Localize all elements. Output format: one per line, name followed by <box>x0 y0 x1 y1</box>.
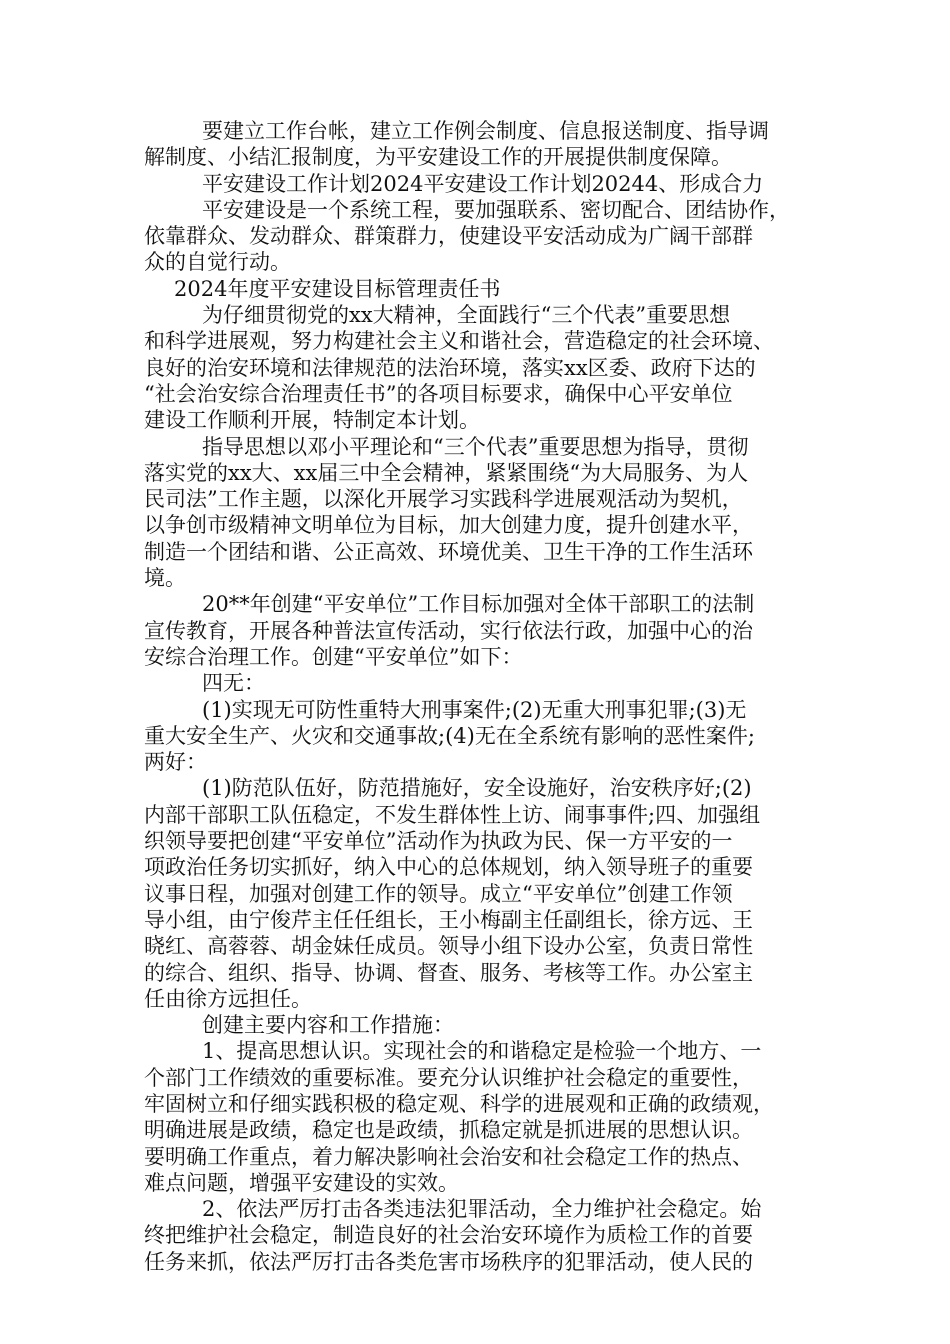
text-line: 要建立工作台帐，建立工作例会制度、信息报送制度、指导调 <box>202 119 769 143</box>
text-line: 织领导要把创建“平安单位”活动作为执政为民、保一方平安的一 <box>144 829 733 854</box>
text-line: 导小组，由宁俊芹主任任组长，王小梅副主任副组长，徐方远、王 <box>144 907 753 932</box>
text-line: (1)实现无可防性重特大刑事案件;(2)无重大刑事犯罪;(3)无 <box>202 697 747 722</box>
text-line: 终把维护社会稳定，制造良好的社会治安环境作为质检工作的首要 <box>144 1223 753 1248</box>
text-line: 2024年度平安建设目标管理责任书 <box>174 276 501 301</box>
text-line: 内部干部职工队伍稳定，不发生群体性上访、闹事事件;四、加强组 <box>144 802 761 827</box>
text-line: 以争创市级精神文明单位为目标，加大创建力度，提升创建水平， <box>144 513 753 538</box>
text-line: 民司法”工作主题，以深化开展学习实践科学进展观活动为契机， <box>144 487 743 512</box>
text-line: 个部门工作绩效的重要标准。要充分认识维护社会稳定的重要性， <box>144 1065 753 1090</box>
text-line: 依靠群众、发动群众、群策群力，使建设平安活动成为广阔干部群 <box>144 224 753 249</box>
text-line: 平安建设工作计划2024平安建设工作计划20244、形成合力 <box>202 171 764 196</box>
text-line: 安综合治理工作。创建“平安单位”如下： <box>144 644 523 669</box>
text-line: 宣传教育，开展各种普法宣传活动，实行依法行政，加强中心的治 <box>144 618 753 643</box>
text-line: 解制度、小结汇报制度，为平安建设工作的开展提供制度保障。 <box>144 145 732 170</box>
text-line: 2、依法严厉打击各类违法犯罪活动，全力维护社会稳定。始 <box>202 1197 762 1222</box>
text-line: 任由徐方远担任。 <box>144 986 312 1011</box>
text-line: 任务来抓，依法严厉打击各类危害市场秩序的犯罪活动，使人民的 <box>144 1249 753 1274</box>
text-line: 两好： <box>144 750 207 775</box>
text-line: 指导思想以邓小平理论和“三个代表”重要思想为指导，贯彻 <box>202 434 749 459</box>
text-line: 的综合、组织、指导、协调、督查、服务、考核等工作。办公室主 <box>144 960 753 985</box>
text-line: 众的自觉行动。 <box>144 250 291 275</box>
text-line: 1、提高思想认识。实现社会的和谐稳定是检验一个地方、一 <box>202 1039 762 1064</box>
text-line: 晓红、高蓉蓉、胡金妹任成员。领导小组下设办公室，负责日常性 <box>144 934 753 959</box>
text-line: 牢固树立和仔细实践积极的稳定观、科学的进展观和正确的政绩观， <box>144 1091 774 1116</box>
text-line: 境。 <box>144 566 186 591</box>
text-line: 建设工作顺利开展，特制定本计划。 <box>144 408 480 433</box>
text-line: 重大安全生产、火灾和交通事故;(4)无在全系统有影响的恶性案件; <box>144 723 755 748</box>
text-line: 难点问题，增强平安建设的实效。 <box>144 1170 459 1195</box>
text-line: 平安建设是一个系统工程，要加强联系、密切配合、团结协作， <box>202 197 790 222</box>
document-page <box>144 118 824 1275</box>
text-line: 20**年创建“平安单位”工作目标加强对全体干部职工的法制 <box>202 592 755 617</box>
text-line: 四无： <box>202 671 265 696</box>
text-line: 议事日程，加强对创建工作的领导。成立“平安单位”创建工作领 <box>144 881 733 906</box>
text-line: 明确进展是政绩，稳定也是政绩，抓稳定就是抓进展的思想认识。 <box>144 1118 753 1143</box>
text-line: (1)防范队伍好，防范措施好，安全设施好，治安秩序好;(2) <box>202 776 752 801</box>
text-line: 要明确工作重点，着力解决影响社会治安和社会稳定工作的热点、 <box>144 1144 753 1169</box>
text-line: 落实党的xx大、xx届三中全会精神，紧紧围绕“为大局服务、为人 <box>144 460 749 485</box>
text-line: 制造一个团结和谐、公正高效、环境优美、卫生干净的工作生活环 <box>144 539 753 564</box>
text-line: 为仔细贯彻党的xx大精神，全面践行“三个代表”重要思想 <box>202 303 731 328</box>
text-line: 项政治任务切实抓好，纳入中心的总体规划，纳入领导班子的重要 <box>144 855 753 880</box>
text-line: 良好的治安环境和法律规范的法治环境，落实xx区委、政府下达的 <box>144 355 756 380</box>
text-line: “社会治安综合治理责任书”的各项目标要求，确保中心平安单位 <box>144 381 733 406</box>
text-line: 和科学进展观，努力构建社会主义和谐社会，营造稳定的社会环境、 <box>144 329 774 354</box>
text-line: 创建主要内容和工作措施： <box>202 1013 454 1038</box>
